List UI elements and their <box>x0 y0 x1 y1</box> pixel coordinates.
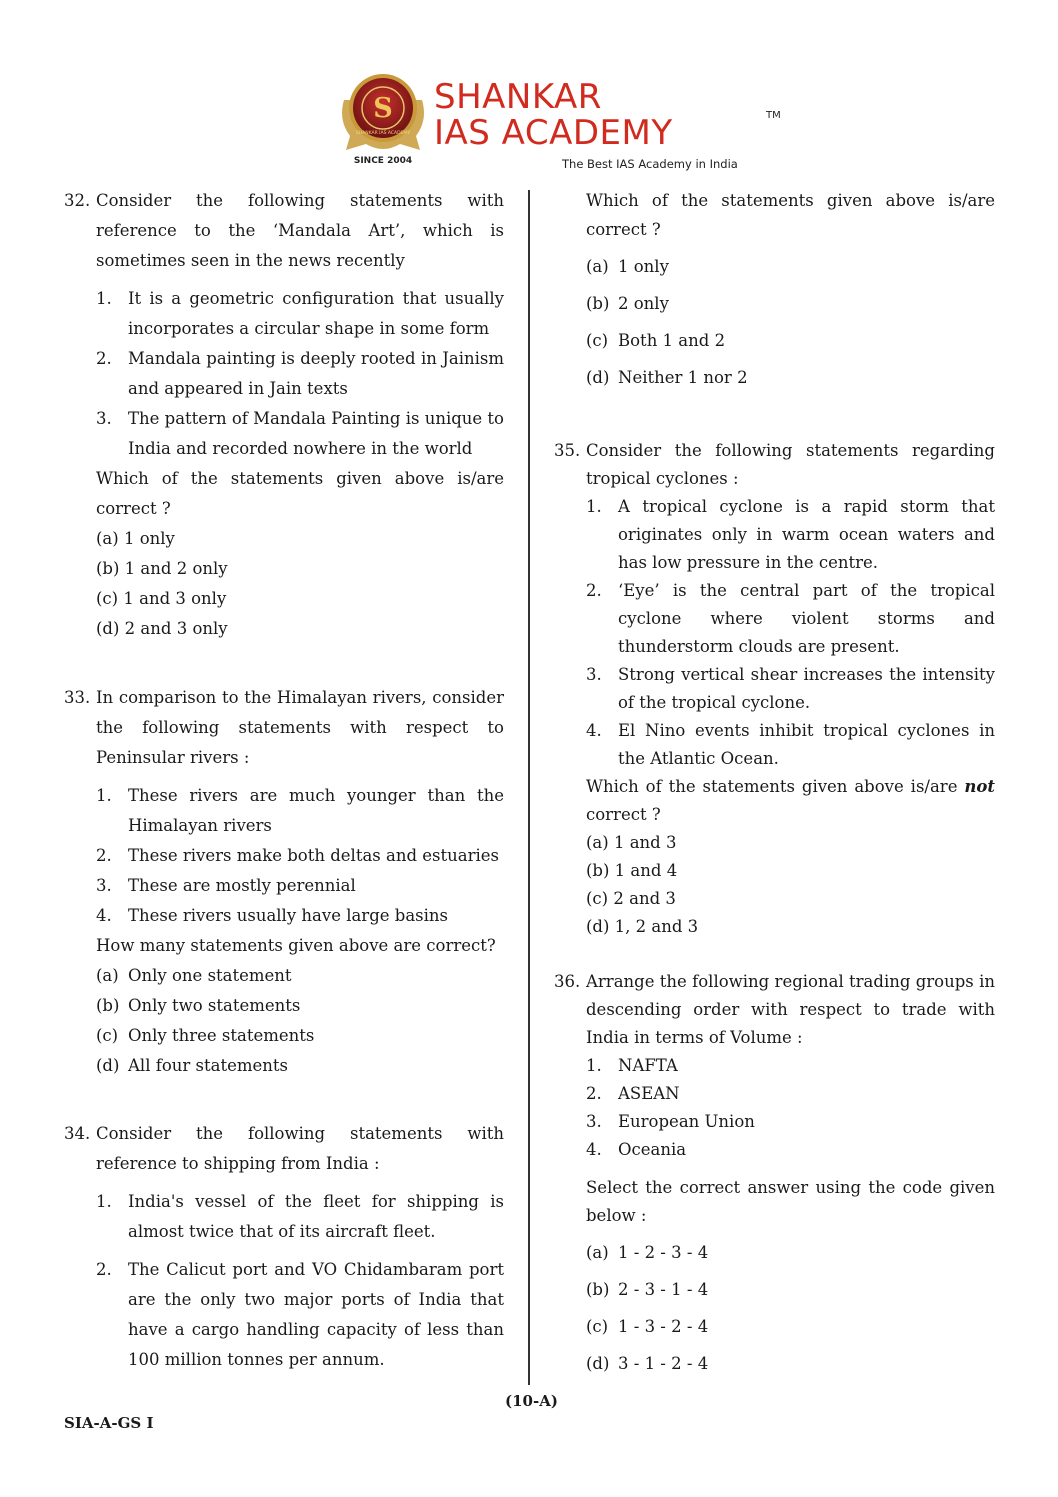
statement-item: 1. NAFTA <box>586 1056 678 1075</box>
paper-code: SIA-A-GS I <box>64 1414 154 1432</box>
answer-option-d: (d) 3 - 1 - 2 - 4 <box>586 1354 709 1373</box>
question-35 <box>554 437 995 941</box>
question-prompt: Which of the statements given above is/are not correct ? <box>586 777 995 824</box>
left-column <box>64 186 504 1375</box>
svg-text:SINCE 2004: SINCE 2004 <box>353 156 413 166</box>
question-stem: Consider the following statements with reference to shipping from India : <box>96 1124 504 1173</box>
academy-logo <box>336 70 796 175</box>
statement-item: 2. Mandala painting is deeply rooted in Jainism and appeared in Jain texts <box>96 349 504 398</box>
answer-option-b: (b) Only two statements <box>96 996 301 1015</box>
question-prompt: Which of the statements given above is/are correct ? <box>96 469 504 518</box>
answer-option-a: (a) 1 only <box>96 529 175 548</box>
right-column <box>554 186 995 1378</box>
answer-option-b: (b) 1 and 2 only <box>96 559 228 578</box>
statement-list <box>96 781 504 931</box>
question-stem: Consider the following statements with reference to the ‘Mandala Art’, which is sometimes seen in the news recently <box>96 191 504 270</box>
statement-item: 1. These rivers are much younger than the Himalayan rivers <box>96 786 504 835</box>
statement-item: 3. The pattern of Mandala Painting is unique to India and recorded nowhere in the world <box>96 409 504 458</box>
academy-seal-icon <box>336 70 430 168</box>
answer-option-d: (d) All four statements <box>96 1056 288 1075</box>
statement-item: 2. ASEAN <box>586 1084 680 1103</box>
statement-list <box>586 1052 995 1164</box>
answer-option-a: (a) 1 only <box>586 257 669 276</box>
answer-option-a: (a) 1 - 2 - 3 - 4 <box>586 1243 709 1262</box>
statement-item: 1. A tropical cyclone is a rapid storm that originates only in warm ocean waters and has low pressure in the centre. <box>586 497 995 572</box>
answer-option-d: (d) 1, 2 and 3 <box>586 917 699 936</box>
answer-option-a: (a) Only one statement <box>96 966 292 985</box>
svg-text:SHANKAR IAS ACADEMY: SHANKAR IAS ACADEMY <box>355 131 411 136</box>
brand-name-line2: IAS ACADEMY <box>434 113 673 153</box>
statement-item: 4. El Nino events inhibit tropical cyclones in the Atlantic Ocean. <box>586 721 995 768</box>
statement-item: 1. It is a geometric configuration that usually incorporates a circular shape in some form <box>96 289 504 338</box>
question-prompt: How many statements given above are correct? <box>96 936 496 955</box>
statement-item: 2. The Calicut port and VO Chidambaram port are the only two major ports of India that have a cargo handling capacity of less than 100 million tonnes per annum. <box>96 1260 504 1369</box>
statement-item: 1. India's vessel of the fleet for shipping is almost twice that of its aircraft fleet. <box>96 1192 504 1241</box>
statement-item: 3. Strong vertical shear increases the intensity of the tropical cyclone. <box>586 665 995 712</box>
question-number: 32. <box>64 191 91 210</box>
statement-item: 2. These rivers make both deltas and estuaries <box>96 846 499 865</box>
question-number: 33. <box>64 688 91 707</box>
question-prompt: Select the correct answer using the code given below : <box>586 1178 995 1225</box>
statement-list <box>96 1187 504 1375</box>
question-stem: Consider the following statements regarding tropical cyclones : <box>586 441 995 488</box>
answer-option-b: (b) 2 - 3 - 1 - 4 <box>586 1280 709 1299</box>
statement-list <box>586 493 995 773</box>
answer-option-c: (c) 1 and 3 only <box>96 589 227 608</box>
statement-list <box>96 284 504 464</box>
statement-item: 2. ‘Eye’ is the central part of the tropical cyclone where violent storms and thunderstorm clouds are present. <box>586 581 995 656</box>
question-33 <box>64 683 504 1081</box>
statement-item: 4. These rivers usually have large basins <box>96 906 449 925</box>
answer-option-c: (c) Only three statements <box>96 1026 315 1045</box>
statement-item: 3. European Union <box>586 1112 755 1131</box>
answer-option-d: (d) 2 and 3 only <box>96 619 228 638</box>
answer-option-c: (c) 1 - 3 - 2 - 4 <box>586 1317 709 1336</box>
trademark: TM <box>766 110 781 121</box>
emphasis-not: not <box>964 777 995 796</box>
answer-option-d: (d) Neither 1 nor 2 <box>586 368 748 387</box>
answer-option-c: (c) 2 and 3 <box>586 889 676 908</box>
question-prompt: Which of the statements given above is/are correct ? <box>586 191 995 239</box>
question-stem: Arrange the following regional trading groups in descending order with respect to trade with India in terms of Volume : <box>586 972 995 1047</box>
statement-item: 4. Oceania <box>586 1140 687 1159</box>
question-36 <box>554 968 995 1378</box>
question-stem: In comparison to the Himalayan rivers, consider the following statements with respect to Peninsular rivers : <box>96 688 504 767</box>
statement-item: 3. These are mostly perennial <box>96 876 356 895</box>
question-32 <box>64 186 504 644</box>
question-number: 34. <box>64 1124 91 1143</box>
question-number: 35. <box>554 441 581 460</box>
page-number: (10-A) <box>505 1392 558 1410</box>
tagline: The Best IAS Academy in India <box>562 157 738 171</box>
brand-name-line1: SHANKAR <box>434 77 602 117</box>
question-number: 36. <box>554 972 581 991</box>
answer-option-c: (c) Both 1 and 2 <box>586 331 726 350</box>
answer-option-b: (b) 1 and 4 <box>586 861 678 880</box>
question-34 <box>64 1119 504 1375</box>
answer-option-a: (a) 1 and 3 <box>586 833 677 852</box>
svg-text:S: S <box>373 93 393 124</box>
column-divider <box>528 190 530 1385</box>
question-34-continued <box>554 186 995 392</box>
answer-option-b: (b) 2 only <box>586 294 669 313</box>
